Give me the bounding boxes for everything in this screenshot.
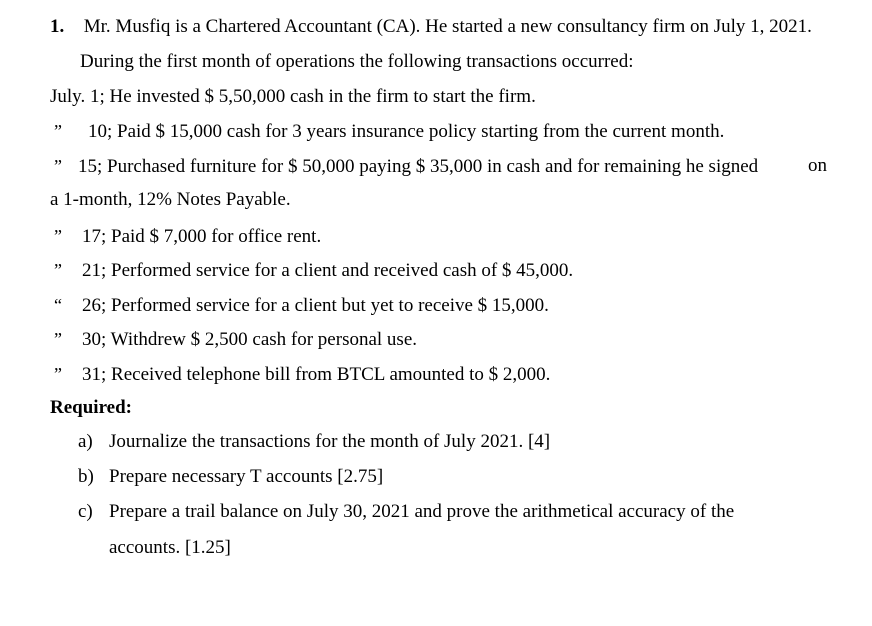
ditto-mark: ” — [54, 329, 62, 349]
transaction-jul-15 — [54, 155, 758, 178]
ditto-mark: ” — [54, 226, 62, 246]
required-item-b — [78, 466, 383, 488]
transaction-jul-21 — [54, 259, 573, 282]
required-item-text: Journalize the transactions for the month of July 2021. [4] — [109, 431, 551, 452]
transaction-text: 10; Paid $ 15,000 cash for 3 years insurance policy starting from the current month. — [88, 121, 725, 142]
transaction-jul-15-tail: on — [808, 155, 827, 176]
required-item-c — [78, 501, 734, 523]
transaction-text: 31; Received telephone bill from BTCL amounted to $ 2,000. — [82, 364, 551, 385]
transaction-text: 17; Paid $ 7,000 for office rent. — [82, 226, 322, 247]
transaction-text: 15; Purchased furniture for $ 50,000 paying $ 35,000 in cash and for remaining he signed — [78, 156, 759, 177]
required-item-text: Prepare necessary T accounts [2.75] — [109, 466, 384, 487]
required-item-letter: a) — [78, 431, 93, 452]
transaction-text: 21; Performed service for a client and received cash of $ 45,000. — [82, 260, 574, 281]
transaction-jul-17 — [54, 225, 321, 248]
ditto-mark: ” — [54, 260, 62, 280]
question-intro-line-1 — [50, 16, 812, 38]
transaction-jul-10 — [54, 120, 724, 143]
required-item-text: Prepare a trail balance on July 30, 2021 and prove the arithmetical accuracy of the — [109, 501, 735, 522]
ditto-mark: ” — [54, 364, 62, 384]
ditto-mark: “ — [54, 295, 62, 315]
required-item-c-continued: accounts. [1.25] — [109, 537, 231, 558]
transaction-jul-26 — [54, 294, 549, 317]
required-heading: Required: — [50, 397, 132, 418]
transaction-text: 26; Performed service for a client but yet to receive $ 15,000. — [82, 295, 549, 316]
question-intro-text: Mr. Musfiq is a Chartered Accountant (CA). He started a new consultancy firm on July 1, 2021. — [83, 16, 812, 37]
required-item-a — [78, 431, 550, 453]
question-intro-line-2: During the first month of operations the following transactions occurred: — [80, 51, 634, 72]
ditto-mark: ” — [54, 121, 62, 141]
transaction-text: 30; Withdrew $ 2,500 cash for personal use. — [82, 329, 418, 350]
ditto-mark: ” — [54, 156, 62, 176]
required-item-letter: b) — [78, 466, 94, 487]
transaction-jul-1: July. 1; He invested $ 5,50,000 cash in the firm to start the firm. — [50, 86, 536, 107]
transaction-jul-31 — [54, 363, 550, 386]
transaction-jul-30 — [54, 328, 417, 351]
transaction-jul-15-continued: a 1-month, 12% Notes Payable. — [50, 189, 291, 210]
question-number: 1. — [50, 16, 65, 37]
required-item-letter: c) — [78, 501, 93, 522]
